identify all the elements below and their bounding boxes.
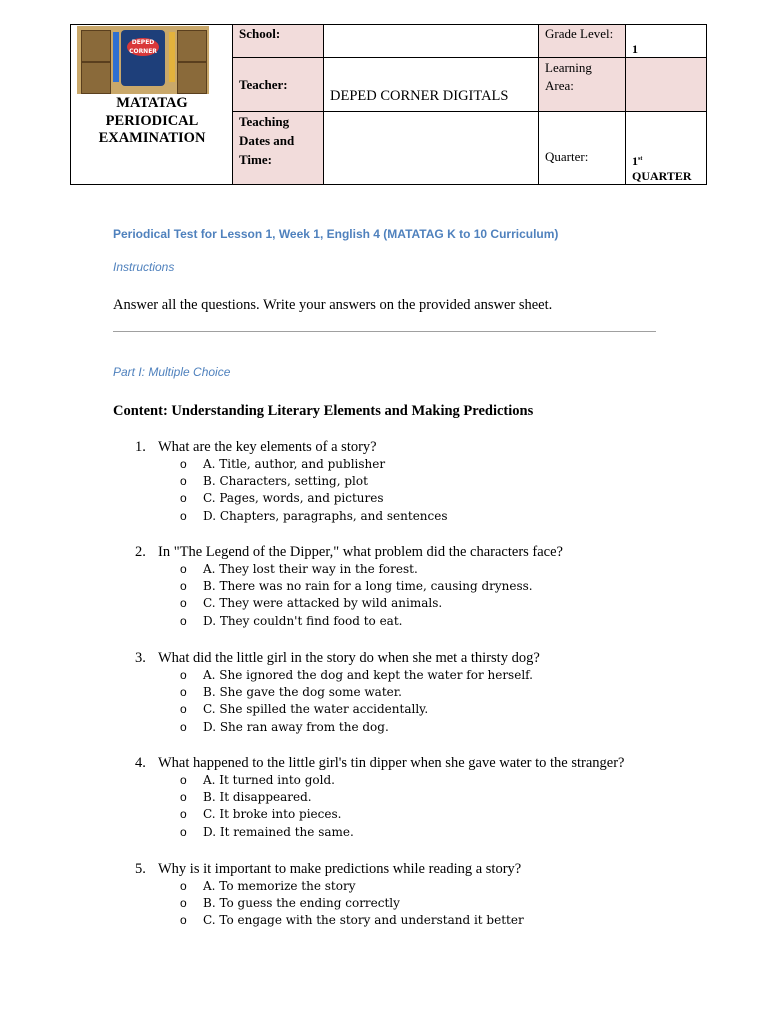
instructions-heading: Instructions (113, 260, 175, 274)
instructions-text: Answer all the questions. Write your answers on the provided answer sheet. (113, 297, 553, 313)
school-label: School: (233, 25, 324, 58)
option-text: D. They couldn't find food to eat. (203, 614, 403, 628)
bullet-marker: o (180, 773, 187, 787)
content-heading: Content: Understanding Literary Elements and Making Predictions (113, 403, 534, 419)
teacher-label: Teacher: (233, 58, 324, 112)
question-text: In "The Legend of the Dipper," what problem did the characters face? (158, 544, 563, 560)
learning-area-label: Learning Area: (539, 58, 626, 112)
grade-level-value: 1 (626, 25, 707, 58)
bullet-marker: o (180, 668, 187, 682)
deped-corner-logo (77, 26, 209, 94)
teacher-value: DEPED CORNER DIGITALS (324, 58, 539, 112)
bullet-marker: o (180, 807, 187, 821)
option-text: A. She ignored the dog and kept the water for herself. (203, 668, 533, 682)
bullet-marker: o (180, 562, 187, 576)
option-text: C. They were attacked by wild animals. (203, 596, 443, 610)
bullet-marker: o (180, 596, 187, 610)
teaching-dates-value (324, 112, 539, 185)
logo-badge: DEPED CORNER (127, 38, 159, 56)
question-number: 2. (135, 544, 146, 560)
option-text: A. To memorize the story (203, 879, 356, 893)
bullet-marker: o (180, 702, 187, 716)
test-title: Periodical Test for Lesson 1, Week 1, English 4 (MATATAG K to 10 Curriculum) (113, 227, 559, 241)
option-text: C. She spilled the water accidentally. (203, 702, 429, 716)
quarter-label: Quarter: (539, 112, 626, 185)
option-text: C. Pages, words, and pictures (203, 491, 384, 505)
learning-area-value (626, 58, 707, 112)
option-text: A. It turned into gold. (203, 773, 335, 787)
bullet-marker: o (180, 509, 187, 523)
bullet-marker: o (180, 491, 187, 505)
bullet-marker: o (180, 879, 187, 893)
grade-level-label: Grade Level: (539, 25, 626, 58)
logo-cell (71, 25, 233, 185)
question-number: 4. (135, 755, 146, 771)
option-text: B. Characters, setting, plot (203, 474, 368, 488)
option-text: B. There was no rain for a long time, causing dryness. (203, 579, 533, 593)
bullet-marker: o (180, 896, 187, 910)
option-text: D. Chapters, paragraphs, and sentences (203, 509, 448, 523)
horizontal-rule (113, 331, 656, 332)
bullet-marker: o (180, 913, 187, 927)
bullet-marker: o (180, 579, 187, 593)
option-text: A. Title, author, and publisher (203, 457, 386, 471)
option-text: B. To guess the ending correctly (203, 896, 400, 910)
bullet-marker: o (180, 720, 187, 734)
option-text: A. They lost their way in the forest. (203, 562, 418, 576)
question-number: 1. (135, 439, 146, 455)
bullet-marker: o (180, 474, 187, 488)
bullet-marker: o (180, 457, 187, 471)
option-text: C. To engage with the story and understand it better (203, 913, 524, 927)
bullet-marker: o (180, 614, 187, 628)
question-text: Why is it important to make predictions while reading a story? (158, 861, 522, 877)
bullet-marker: o (180, 685, 187, 699)
option-text: D. It remained the same. (203, 825, 354, 839)
quarter-ordinal: st (638, 156, 643, 162)
option-text: D. She ran away from the dog. (203, 720, 389, 734)
header-table (70, 24, 707, 185)
question-text: What did the little girl in the story do when she met a thirsty dog? (158, 650, 540, 666)
question-text: What are the key elements of a story? (158, 439, 377, 455)
school-value (324, 25, 539, 58)
option-text: B. It disappeared. (203, 790, 312, 804)
exam-title: MATATAG PERIODICAL EXAMINATION (98, 95, 206, 146)
question-text: What happened to the little girl's tin dipper when she gave water to the stranger? (158, 755, 625, 771)
bullet-marker: o (180, 790, 187, 804)
option-text: B. She gave the dog some water. (203, 685, 402, 699)
quarter-number: 1 (632, 154, 638, 168)
part-heading: Part I: Multiple Choice (113, 365, 231, 379)
option-text: C. It broke into pieces. (203, 807, 342, 821)
question-number: 3. (135, 650, 146, 666)
quarter-word: QUARTER (632, 169, 692, 183)
bullet-marker: o (180, 825, 187, 839)
question-number: 5. (135, 861, 146, 877)
quarter-value (626, 112, 707, 185)
teaching-dates-label: Teaching Dates and Time: (233, 112, 324, 185)
